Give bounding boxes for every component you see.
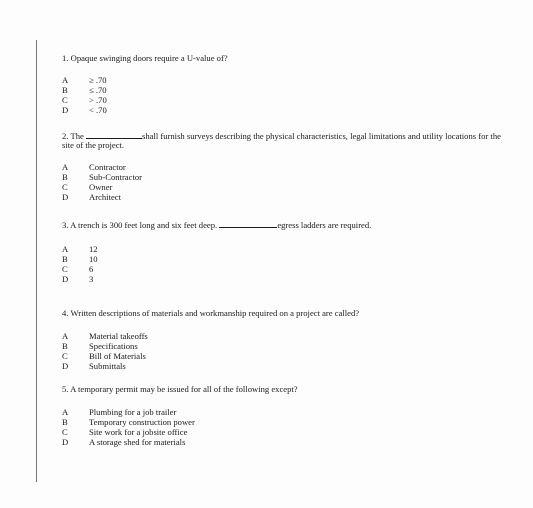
question-5-option-c[interactable]	[62, 427, 502, 437]
margin-rule	[36, 40, 37, 482]
question-3-text	[62, 220, 502, 230]
question-2-options	[62, 163, 502, 203]
question-2-option-d[interactable]	[62, 193, 502, 203]
option-text: A storage shed for materials	[89, 436, 186, 447]
option-letter: B	[62, 340, 68, 351]
option-letter: C	[62, 182, 68, 193]
option-letter: D	[62, 436, 69, 447]
question-3-option-c[interactable]	[62, 264, 502, 274]
option-letter: B	[62, 253, 68, 264]
option-text: 3	[89, 273, 94, 284]
question-4-text	[62, 309, 502, 318]
option-letter: C	[62, 94, 68, 105]
option-letter: C	[62, 350, 68, 361]
question-1-option-b[interactable]	[62, 85, 502, 95]
option-text: < .70	[89, 104, 107, 115]
question-3-option-d[interactable]	[62, 274, 502, 284]
option-text: Specifications	[89, 340, 138, 351]
option-letter: C	[62, 426, 68, 437]
option-letter: A	[62, 406, 69, 417]
option-text: 10	[89, 253, 98, 264]
question-2-prompt-end: shall furnish surveys describing the physical characteristics, legal limitations and utility locations for the site of the project.	[62, 131, 501, 151]
question-2	[62, 131, 502, 203]
option-letter: D	[62, 192, 69, 203]
question-2-number: 2.	[62, 131, 69, 141]
question-4-option-c[interactable]	[62, 351, 502, 361]
question-3-prompt-start: A trench is 300 feet long and six feet deep.	[70, 220, 218, 230]
option-text: Owner	[89, 182, 113, 193]
option-text: 12	[89, 243, 98, 254]
option-letter: B	[62, 416, 68, 427]
question-3-option-b[interactable]	[62, 254, 502, 264]
option-text: Sub-Contractor	[89, 172, 142, 183]
question-5	[62, 385, 502, 447]
option-letter: B	[62, 84, 68, 95]
question-3	[62, 220, 502, 284]
option-letter: B	[62, 172, 68, 183]
question-2-text	[62, 131, 502, 151]
option-text: Contractor	[89, 162, 126, 173]
option-text: Bill of Materials	[89, 350, 146, 361]
option-text: Site work for a jobsite office	[89, 426, 188, 437]
question-1-number: 1.	[62, 53, 69, 63]
option-text: Submittals	[89, 360, 126, 371]
question-3-option-a[interactable]	[62, 244, 502, 254]
question-4-option-a[interactable]	[62, 331, 502, 341]
question-4-option-b[interactable]	[62, 341, 502, 351]
option-text: Architect	[89, 192, 121, 203]
question-5-option-b[interactable]	[62, 417, 502, 427]
option-text: ≥ .70	[89, 74, 107, 85]
question-1-option-d[interactable]	[62, 105, 502, 115]
option-letter: A	[62, 74, 69, 85]
option-text: Material takeoffs	[89, 330, 148, 341]
question-5-option-d[interactable]	[62, 437, 502, 447]
question-3-options	[62, 244, 502, 284]
question-1-option-a[interactable]	[62, 75, 502, 85]
question-3-blank[interactable]	[219, 220, 277, 228]
question-5-options	[62, 407, 502, 447]
option-text: > .70	[89, 94, 107, 105]
question-4-options	[62, 331, 502, 371]
option-text: Plumbing for a job trailer	[89, 406, 177, 417]
question-2-option-b[interactable]	[62, 173, 502, 183]
option-text: ≤ .70	[89, 84, 107, 95]
question-4	[62, 309, 502, 371]
option-text: Temporary construction power	[89, 416, 195, 427]
question-4-prompt: Written descriptions of materials and workmanship required on a project are called?	[70, 308, 360, 318]
option-letter: A	[62, 243, 69, 254]
option-letter: D	[62, 360, 69, 371]
option-letter: A	[62, 330, 69, 341]
question-2-blank[interactable]	[86, 131, 142, 139]
question-1-option-c[interactable]	[62, 95, 502, 105]
question-1-text	[62, 54, 502, 63]
question-3-prompt-end: egress ladders are required.	[277, 220, 372, 230]
question-5-number: 5.	[62, 384, 69, 394]
option-letter: C	[62, 263, 68, 274]
question-3-number: 3.	[62, 220, 69, 230]
question-5-prompt: A temporary permit may be issued for all of the following except?	[70, 384, 298, 394]
question-4-number: 4.	[62, 308, 69, 318]
question-5-option-a[interactable]	[62, 407, 502, 417]
option-letter: D	[62, 104, 69, 115]
option-letter: D	[62, 273, 69, 284]
option-letter: A	[62, 162, 69, 173]
option-text: 6	[89, 263, 94, 274]
question-4-option-d[interactable]	[62, 361, 502, 371]
question-5-text	[62, 385, 502, 394]
question-2-prompt-start: The	[70, 131, 84, 141]
question-2-option-c[interactable]	[62, 183, 502, 193]
question-1-prompt: Opaque swinging doors require a U-value of?	[70, 53, 228, 63]
question-1-options	[62, 75, 502, 115]
question-1	[62, 54, 502, 115]
